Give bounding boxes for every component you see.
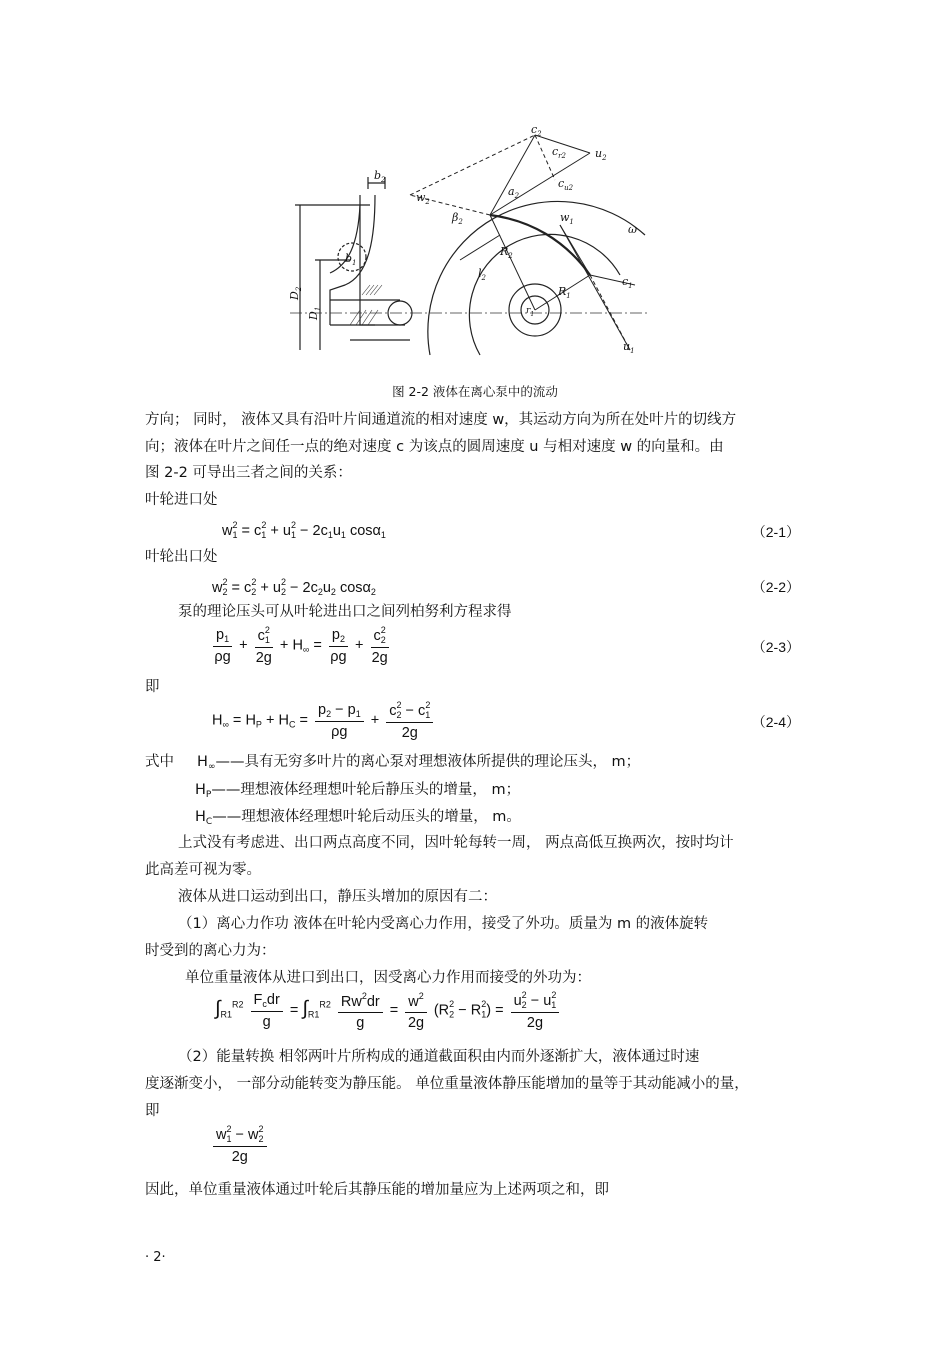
label-r1: $r_1$ (526, 306, 535, 318)
definition-line: $H_P——$理想液体经理想叶轮后静压头的增量， m； (195, 782, 521, 800)
paragraph-line: 方向； 同时， 液体又具有沿叶片间通道流的相对速度 w，其运动方向为所在处叶片的切线方 (145, 412, 737, 428)
paragraph-line: 时受到的离心力为： (145, 943, 276, 959)
paragraph-line: 向；液体在叶片之间任一点的绝对速度 c 为该点的圆周速度 u 与相对速度 w 的向量和。由 (145, 439, 724, 455)
label-u1: $u_1$ (623, 340, 635, 355)
label-w2: $w_2$ (416, 191, 430, 206)
equation-number: （2-1） (751, 524, 800, 540)
page-number: · 2· (145, 1250, 166, 1265)
label-cr2: $c_{r2}$ (552, 145, 566, 160)
equation-number: （2-3） (751, 639, 800, 655)
paragraph-line: 即 (145, 679, 160, 695)
label-D2: $D_2$ (288, 286, 303, 300)
impeller-flow-figure (290, 125, 650, 365)
label-R2: $R_2$ (500, 245, 513, 260)
label-w1: $w_1$ (560, 211, 574, 226)
equation-number: （2-2） (751, 579, 800, 595)
label-D1: $D_1$ (307, 306, 322, 320)
kinetic-energy-fraction: $\frac{w_1^2 - w_2^2}{2g}$ (210, 1124, 270, 1165)
definition-line: 式中 $H_\infty——$具有无穷多叶片的离心泵对理想液体所提供的理论压头， m； (145, 754, 641, 772)
equation-2-2: $w_2^2 = c_2^2 + u_2^2 - 2c_2u_2$ cosα$_2$ (212, 577, 376, 597)
equation-2-1: $w_1^2 = c_1^2 + u_1^2 - 2c_1u_1$ cosα$_1$ (222, 520, 386, 540)
label-R1: $R_1$ (558, 285, 571, 300)
paragraph-line: 液体从进口运动到出口，静压头增加的原因有二： (178, 889, 497, 905)
label-u2: $u_2$ (595, 147, 607, 162)
label-a2: $a_2$ (508, 185, 520, 200)
definition-line: $H_C——$理想液体经理想叶轮后动压头的增量， m。 (195, 809, 521, 827)
label-cu2: $c_{u2}$ (558, 177, 574, 192)
paragraph-line: 泵的理论压头可从叶轮进出口之间列柏努利方程求得 (178, 604, 512, 620)
paragraph-line: 度逐渐变小， 一部分动能转变为静压能。 单位重量液体静压能增加的量等于其动能减小的量， (145, 1076, 749, 1092)
paragraph-line: 此高差可视为零。 (145, 862, 261, 878)
label-beta2: $\beta_2$ (452, 211, 463, 226)
equation-2-4: $H_\infty = H_P + H_C$ = $\frac{p_2 - p_1}{\rho g}$ + $\frac{c_2^2 - c_1^2}{2g}$ (212, 700, 436, 741)
label-c1: $c_1$ (622, 275, 633, 290)
paragraph-line: （1）离心力作功 液体在叶轮内受离心力作用，接受了外功。质量为 m 的液体旋转 (178, 916, 709, 932)
paragraph-line: 图 2-2 可导出三者之间的关系： (145, 465, 352, 481)
label-c2: $c_2$ (531, 123, 542, 138)
figure-caption: 图 2-2 液体在离心泵中的流动 (392, 384, 558, 399)
equation-number: （2-4） (751, 714, 800, 730)
paragraph-line: 因此，单位重量液体通过叶轮后其静压能的增加量应为上述两项之和，即 (145, 1182, 609, 1198)
paragraph-line: 单位重量液体从进口到出口，因受离心力作用而接受的外功为： (185, 970, 591, 986)
label-l2: $l_2$ (478, 267, 486, 282)
label-omega: ω (628, 223, 637, 236)
equation-2-3: $\frac{p_1}{\rho g}$ + $\frac{c_1^2}{2g}$ + $H_\infty$ = $\frac{p_2}{\rho g}$ + $\frac{c_2^2}{2g}$ (214, 625, 388, 666)
label-b1: $b_1$ (345, 252, 357, 267)
paragraph-line: 上式没有考虑进、出口两点高度不同，因叶轮每转一周， 两点高低互换两次，按时均计 (178, 835, 734, 851)
section-label: 叶轮进口处 (145, 492, 218, 508)
section-label: 叶轮出口处 (145, 549, 218, 565)
paragraph-line: 即 (145, 1103, 160, 1119)
label-b2: $b_2$ (374, 169, 386, 184)
work-equation: $\int_{R1}^{R2}$ $\frac{F_cdr}{g}$ = $\int_{R1}^{R2}$ $\frac{Rw^2dr}{g}$ = $\frac{w^2}{2g}$ $(R_2^2 - R_1^2)$ = $\frac{u_2^2 - u_1^2}{2g}$ (215, 990, 562, 1031)
paragraph-line: （2）能量转换 相邻两叶片所构成的通道截面积由内而外逐渐扩大，液体通过时速 (178, 1049, 700, 1065)
